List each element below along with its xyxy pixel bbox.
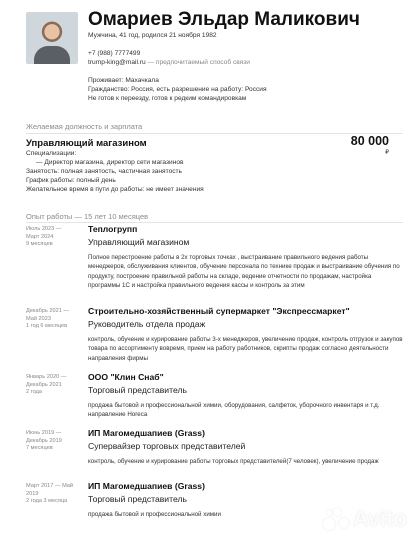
job-duration: 2 года <box>26 389 42 395</box>
job-end: Декабрь 2021 <box>26 381 62 388</box>
citizenship-line: Гражданство: Россия, есть разрешение на работу: Россия <box>88 86 267 93</box>
salary-value: 80 000 <box>350 134 389 148</box>
job-end: 2019 <box>26 490 39 497</box>
residence-block <box>88 76 267 103</box>
job-end: Март 2024 <box>26 233 54 240</box>
currency-sign: ₽ <box>385 150 389 156</box>
email-note: — предпочитаемый способ связи <box>145 59 250 66</box>
job-dates <box>26 430 86 453</box>
job-company: Теплогрупп <box>88 224 138 234</box>
job-role: Торговый представитель <box>88 494 187 504</box>
divider <box>26 133 403 134</box>
candidate-name: Омариев Эльдар Маликович <box>88 9 360 30</box>
section-title-position: Желаемая должность и зарплата <box>26 122 143 131</box>
job-end: Декабрь 2019 <box>26 437 62 444</box>
divider <box>26 222 403 223</box>
employment-type: Занятость: полная занятость, частичная занятость <box>26 168 182 175</box>
job-role: Управляющий магазином <box>88 237 190 247</box>
job-dates <box>26 226 86 249</box>
avito-dots-icon <box>323 506 349 532</box>
job-dates <box>26 374 86 397</box>
email-row <box>88 58 250 67</box>
section-title-experience: Опыт работы — 15 лет 10 месяцев <box>26 212 149 221</box>
relocation-line: Не готов к переезду, готов к редким командировкам <box>88 95 247 102</box>
job-dates <box>26 308 86 331</box>
job-company: ООО "Клин Снаб" <box>88 372 164 382</box>
phone-number[interactable]: +7 (988) 7777499 <box>88 50 141 57</box>
job-start: Июнь 2019 — <box>26 430 62 436</box>
job-description: контроль, обучение и курирование работы торговых представителей(7 человек), увеличение продаж <box>88 458 379 465</box>
job-duration: 7 месяцев <box>26 445 53 451</box>
position-details <box>26 149 204 194</box>
watermark-text: Avito <box>352 506 407 531</box>
job-duration: 1 год 6 месяцев <box>26 323 68 329</box>
desired-position: Управляющий магазином <box>26 138 147 149</box>
job-company: Строительно-хозяйственный супермаркет "Экспрессмаркет" <box>88 306 350 316</box>
job-company: ИП Магомедшапиев (Grass) <box>88 481 205 491</box>
email-link[interactable]: trump-king@mail.ru <box>88 59 146 66</box>
avito-watermark <box>323 506 407 532</box>
job-description: Полное перестроение работы в 2х торговых точках , выстраивание правильного ведения работы менеджеров, обслуживания клиентов, обучение персонала по технике продаж и выстраивание обучения по продукту, построение правильной работы на складе, ведение отчетности по продажам, настройка программы 1С и настройка правильного ведения кассы и контроль за этим <box>88 254 400 289</box>
photo-figure <box>34 46 70 64</box>
work-schedule: График работы: полный день <box>26 177 116 184</box>
job-role: Супервайзер торговых представителей <box>88 441 246 451</box>
job-role: Руководитель отдела продаж <box>88 319 206 329</box>
job-company: ИП Магомедшапиев (Grass) <box>88 428 205 438</box>
candidate-meta: Мужчина, 41 год, родился 21 ноября 1982 <box>88 32 217 39</box>
job-duration: 2 года 3 месяца <box>26 498 68 504</box>
job-role: Торговый представитель <box>88 385 187 395</box>
job-start: Декабрь 2021 — <box>26 308 69 314</box>
job-start: Январь 2020 — <box>26 374 67 380</box>
travel-time: Желательное время в пути до работы: не имеет значения <box>26 186 204 193</box>
residence-line: Проживает: Махачкала <box>88 77 159 84</box>
job-start: Июль 2023 — <box>26 226 62 232</box>
specialization-item: — Директор магазина, директор сети магазинов <box>36 159 184 166</box>
job-description: продажа бытовой и профессиональной химии, оборудования, салфеток, уборочного инвентаря и т.д. направление Horeca <box>88 402 380 419</box>
job-start: Март 2017 — Май <box>26 483 74 489</box>
job-dates <box>26 483 86 506</box>
profile-photo <box>26 12 78 64</box>
job-duration: 9 месяцев <box>26 241 53 247</box>
job-end: Май 2023 <box>26 315 51 322</box>
job-description: контроль, обучение и курирование работы 3-х менеджеров, увеличение продаж, контроль отгрузок и закупов товара по ассортименту вовремя, прием на работу работников, скрипты продаж согласно деятельности направления фирмы <box>88 336 403 362</box>
job-description: продажа бытовой и профессиональной химии <box>88 511 221 518</box>
specializations-label: Специализации: <box>26 150 77 157</box>
